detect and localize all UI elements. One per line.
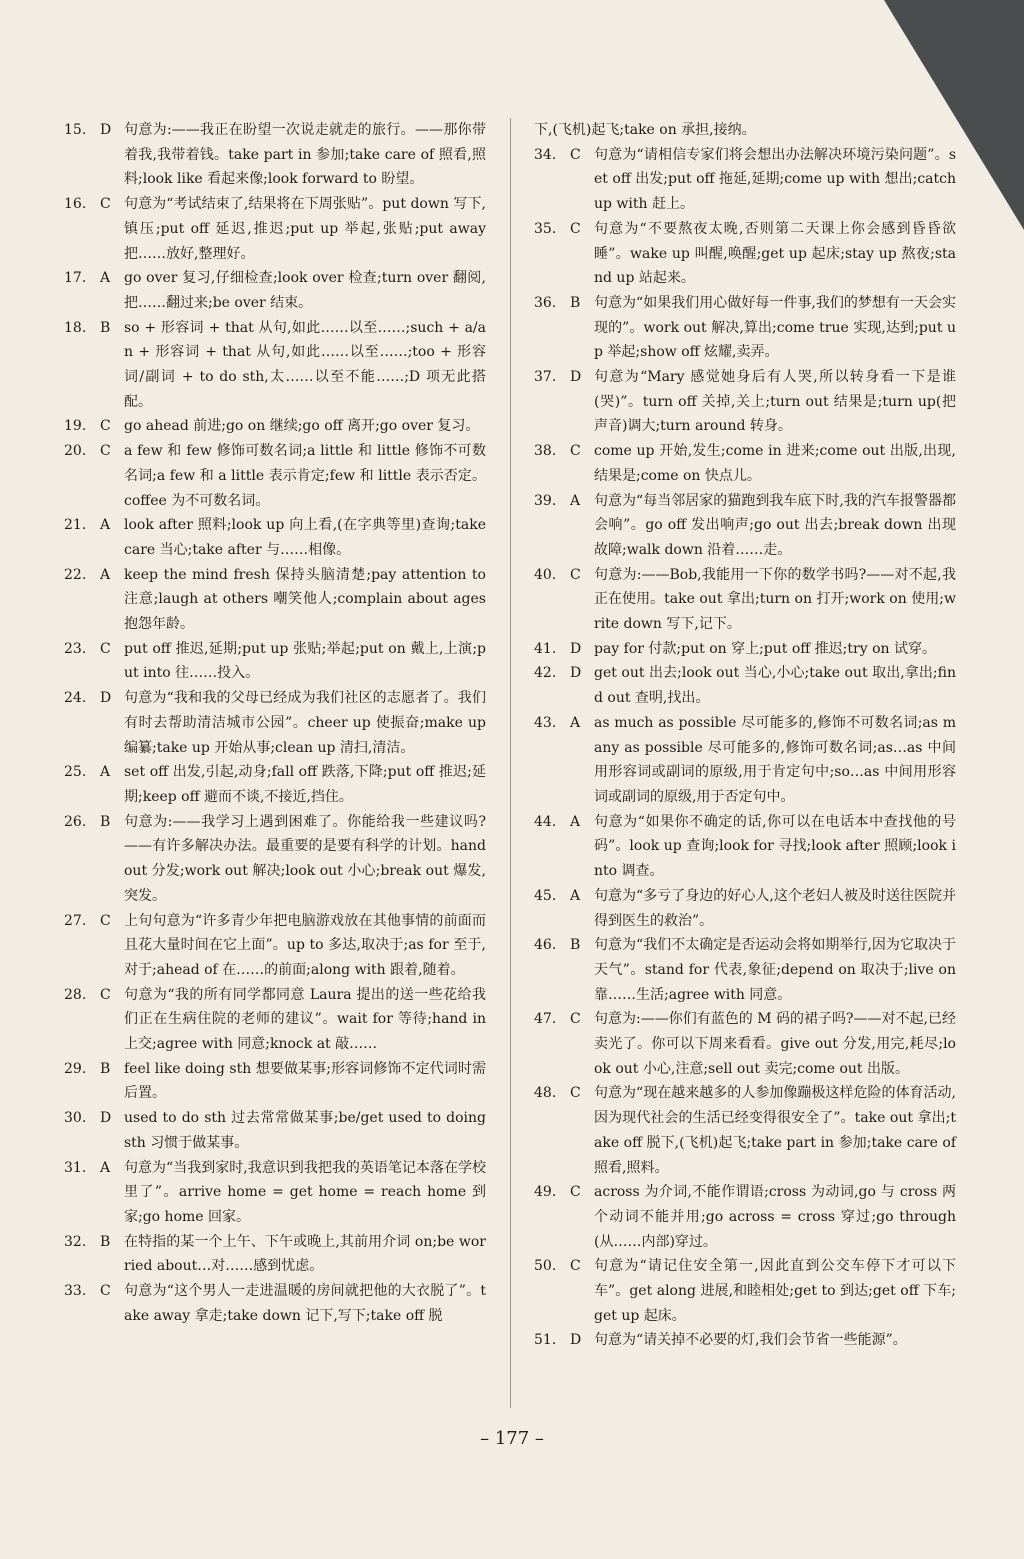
item-answer: B	[570, 294, 581, 311]
item-explanation: come up 开始,发生;come in 进来;come out 出版,出现,结果是;come on 快点儿。	[594, 443, 956, 484]
item-explanation: 句意为“多亏了身边的好心人,这个老妇人被及时送往医院并得到医生的救治”。	[594, 887, 956, 929]
item-answer: D	[100, 122, 112, 138]
item-number: 42.	[534, 665, 557, 682]
answer-item	[64, 1230, 486, 1279]
item-explanation: 句意为:——我正在盼望一次说走就走的旅行。——那你带着我,我带着钱。take part in 参加;take care of 照看,照料;look like 看起来像;look forward to 盼望。	[124, 122, 486, 188]
answer-item	[534, 1254, 956, 1328]
item-answer: D	[100, 690, 112, 707]
item-number: 38.	[534, 443, 557, 460]
answer-item	[64, 1057, 486, 1106]
item-number: 51.	[534, 1332, 557, 1349]
item-answer: C	[570, 146, 581, 163]
item-explanation: 句意为:——Bob,我能用一下你的数学书吗?——对不起,我正在使用。take out 拿出;turn on 打开;work on 使用;write down 写下,记下。	[594, 566, 956, 633]
answer-item	[534, 365, 956, 439]
item-answer: A	[570, 813, 581, 830]
item-number: 41.	[534, 640, 557, 657]
item-answer: C	[570, 1258, 581, 1275]
item-number: 20.	[64, 443, 87, 460]
item-number: 25.	[64, 764, 87, 781]
answer-item	[534, 489, 956, 563]
item-number: 32.	[64, 1233, 87, 1250]
item-number: 28.	[64, 986, 87, 1003]
item-number: 22.	[64, 566, 87, 583]
item-explanation: 句意为“如果我们用心做好每一件事,我们的梦想有一天会实现的”。work out 解决,算出;come true 实现,达到;put up 举起;show off 炫耀,卖弄。	[594, 294, 956, 361]
item-answer: D	[570, 640, 582, 657]
item-explanation: across 为介词,不能作谓语;cross 为动词,go 与 cross 两个动词不能并用;go across = cross 穿过;go through(从……内部)穿过。	[594, 1184, 956, 1250]
item-explanation: 句意为“我们不太确定是否运动会将如期举行,因为它取决于天气”。stand for 代表,象征;depend on 取决于;live on 靠……生活;agree with 同意。	[594, 937, 956, 1003]
item-explanation: get out 出去;look out 当心,小心;take out 取出,拿出;find out 查明,找出。	[594, 665, 956, 707]
item-number: 18.	[64, 319, 87, 336]
item-explanation: put off 推迟,延期;put up 张贴;举起;put on 戴上,上演;put into 往……投入。	[124, 640, 486, 682]
item-number: 19.	[64, 418, 87, 435]
answer-item	[534, 1328, 956, 1353]
answer-page	[64, 118, 956, 1418]
answer-item	[534, 661, 956, 710]
continued-text: 下,(飞机)起飞;take on 承担,接纳。	[534, 122, 756, 138]
answer-item	[534, 711, 956, 810]
item-explanation: 句意为“我的所有同学都同意 Laura 提出的送一些花给我们正在生病住院的老师的建议”。wait for 等待;hand in 上交;agree with 同意;knock at 敲……	[124, 986, 486, 1053]
item-number: 36.	[534, 294, 557, 311]
item-explanation: 句意为“当我到家时,我意识到我把我的英语笔记本落在学校里了”。arrive home = get home = reach home 到家;go home 回家。	[124, 1159, 486, 1225]
item-explanation: a few 和 few 修饰可数名词;a little 和 little 修饰不可数名词;a few 和 a little 表示肯定;few 和 little 表示否定。coffee 为不可数名词。	[124, 443, 486, 509]
item-answer: C	[100, 912, 111, 929]
left-column	[64, 118, 486, 1328]
item-number: 39.	[534, 492, 557, 509]
item-answer: B	[100, 1060, 111, 1077]
item-number: 43.	[534, 714, 557, 731]
answer-item	[64, 1279, 486, 1328]
answer-item	[64, 266, 486, 315]
item-answer: B	[100, 319, 111, 336]
item-explanation: set off 出发,引起,动身;fall off 跌落,下降;put off 推迟;延期;keep off 避而不谈,不接近,挡住。	[124, 764, 486, 805]
item-answer: D	[100, 1110, 112, 1127]
answer-item	[64, 316, 486, 415]
item-number: 47.	[534, 1011, 557, 1028]
item-explanation: 句意为:——我学习上遇到困难了。你能给我一些建议吗?——有许多解决办法。最重要的是要有科学的计划。hand out 分发;work out 解决;look out 小心;break out 爆发,突发。	[124, 813, 486, 904]
item-explanation: 句意为“请相信专家们将会想出办法解决环境污染问题”。set off 出发;put off 拖延,延期;come up with 想出;catch up with 赶上。	[594, 146, 956, 213]
answer-item	[64, 637, 486, 686]
answer-item	[64, 1106, 486, 1155]
item-number: 26.	[64, 813, 87, 830]
item-answer: C	[570, 1011, 581, 1028]
item-answer: C	[570, 220, 581, 237]
item-number: 33.	[64, 1283, 87, 1300]
item-explanation: 句意为:——你们有蓝色的 M 码的裙子吗?——对不起,已经卖光了。你可以下周来看看。give out 分发,用完,耗尽;look out 小心,注意;sell out 卖完;come out 出版。	[594, 1011, 956, 1077]
answer-item	[64, 118, 486, 192]
answer-item	[534, 1081, 956, 1180]
item-number: 50.	[534, 1258, 557, 1275]
item-answer: C	[570, 566, 581, 583]
item-number: 40.	[534, 566, 557, 583]
item-number: 16.	[64, 196, 87, 213]
answer-item	[534, 637, 956, 662]
item-explanation: feel like doing sth 想要做某事;形容词修饰不定代词时需后置。	[124, 1060, 486, 1102]
right-column	[534, 118, 956, 1353]
answer-item	[534, 810, 956, 884]
item-number: 48.	[534, 1085, 557, 1102]
item-explanation: 在特指的某一个上午、下午或晚上,其前用介词 on;be worried about…对……感到忧虑。	[124, 1233, 486, 1275]
item-explanation: look after 照料;look up 向上看,(在字典等里)查询;take care 当心;take after 与……相像。	[124, 517, 486, 558]
answer-item	[64, 686, 486, 760]
answer-item	[64, 760, 486, 809]
item-number: 24.	[64, 690, 87, 707]
item-answer: A	[100, 270, 111, 287]
item-number: 46.	[534, 937, 557, 954]
item-explanation: 句意为“Mary 感觉她身后有人哭,所以转身看一下是谁(哭)”。turn off 关掉,关上;turn out 结果是;turn up(把声音)调大;turn around 转身。	[594, 369, 956, 435]
answer-item	[64, 810, 486, 909]
item-explanation: go over 复习,仔细检查;look over 检查;turn over 翻阅,把……翻过来;be over 结束。	[124, 270, 486, 311]
answer-item	[64, 563, 486, 637]
item-explanation: so + 形容词 + that 从句,如此……以至……;such + a/an + 形容词 + that 从句,如此……以至……;too + 形容词/副词 + to do sth,太……以至不能……;D 项无此搭配。	[124, 319, 486, 410]
item-explanation: 上句句意为“许多青少年把电脑游戏放在其他事情的前面而且花大量时间在它上面”。up to 多达,取决于;as for 至于,对于;ahead of 在……的前面;along with 跟着,随着。	[124, 912, 486, 978]
answer-item	[64, 1156, 486, 1230]
page-number: – 177 –	[480, 1428, 544, 1449]
item-number: 37.	[534, 369, 557, 386]
answer-item	[534, 439, 956, 488]
item-number: 21.	[64, 517, 87, 534]
answer-item	[64, 909, 486, 983]
item-explanation: 句意为“每当邻居家的猫跑到我车底下时,我的汽车报警器都会响”。go off 发出响声;go out 出去;break down 出现故障;walk down 沿着……走。	[594, 492, 956, 558]
item-answer: C	[570, 1184, 581, 1201]
item-explanation: 句意为“请关掉不必要的灯,我们会节省一些能源”。	[594, 1332, 907, 1349]
item-answer: C	[100, 986, 111, 1003]
item-answer: C	[570, 443, 581, 460]
item-answer: C	[100, 640, 111, 657]
item-explanation: keep the mind fresh 保持头脑清楚;pay attention to 注意;laugh at others 嘲笑他人;complain about ages 抱怨年龄。	[124, 566, 486, 633]
item-number: 31.	[64, 1159, 87, 1176]
item-explanation: 句意为“考试结束了,结果将在下周张贴”。put down 写下,镇压;put off 延迟,推迟;put up 举起,张贴;put away 把……放好,整理好。	[124, 196, 486, 262]
answer-item	[534, 1180, 956, 1254]
item-number: 34.	[534, 146, 557, 163]
answer-item	[64, 513, 486, 562]
item-number: 44.	[534, 813, 557, 830]
answer-item	[64, 983, 486, 1057]
item-answer: A	[100, 764, 111, 781]
answer-item	[534, 291, 956, 365]
item-explanation: 句意为“请记住安全第一,因此直到公交车停下才可以下车”。get along 进展,和睦相处;get to 到达;get off 下车;get up 起床。	[594, 1258, 956, 1324]
answer-item	[64, 192, 486, 266]
item-answer: C	[100, 443, 111, 460]
item-number: 17.	[64, 270, 87, 287]
item-number: 45.	[534, 887, 557, 904]
item-answer: B	[570, 937, 581, 954]
answer-item	[534, 933, 956, 1007]
answer-item	[64, 414, 486, 439]
item-explanation: go ahead 前进;go on 继续;go off 离开;go over 复习。	[124, 418, 480, 435]
item-answer: A	[570, 714, 581, 731]
answer-item	[534, 217, 956, 291]
item-number: 15.	[64, 122, 87, 138]
item-answer: C	[100, 196, 111, 213]
item-explanation: 句意为“这个男人一走进温暖的房间就把他的大衣脱了”。take away 拿走;take down 记下,写下;take off 脱	[124, 1283, 486, 1324]
item-number: 49.	[534, 1184, 557, 1201]
item-answer: B	[100, 813, 111, 830]
item-explanation: as much as possible 尽可能多的,修饰不可数名词;as many as possible 尽可能多的,修饰可数名词;as…as 中间用形容词或副词的原级,用于肯定句中;so…as 中间用形容词或副词的原级,用于否定句中。	[594, 714, 956, 805]
answer-item	[64, 439, 486, 513]
item-number: 23.	[64, 640, 87, 657]
answer-item	[534, 563, 956, 637]
item-answer: A	[100, 517, 111, 534]
answer-item	[534, 884, 956, 933]
item-answer: A	[570, 887, 581, 904]
item-answer: D	[570, 1332, 582, 1349]
answer-item	[534, 143, 956, 217]
item-answer: B	[100, 1233, 111, 1250]
item-answer: A	[100, 566, 111, 583]
item-explanation: 句意为“我和我的父母已经成为我们社区的志愿者了。我们有时去帮助清洁城市公园”。cheer up 使振奋;make up 编纂;take up 开始从事;clean up 清扫,清洁。	[124, 690, 486, 756]
column-divider	[510, 118, 511, 1408]
item-answer: D	[570, 665, 582, 682]
item-number: 35.	[534, 220, 557, 237]
item-answer: C	[570, 1085, 581, 1102]
item-explanation: 句意为“现在越来越多的人参加像蹦极这样危险的体育活动,因为现代社会的生活已经变得很安全了”。take out 拿出;take off 脱下,(飞机)起飞;take part in 参加;take care of 照看,照料。	[594, 1085, 956, 1176]
item-explanation: 句意为“如果你不确定的话,你可以在电话本中查找他的号码”。look up 查询;look for 寻找;look after 照顾;look into 调查。	[594, 813, 956, 880]
item-answer: A	[100, 1159, 111, 1176]
item-explanation: 句意为“不要熬夜太晚,否则第二天课上你会感到昏昏欲睡”。wake up 叫醒,唤醒;get up 起床;stay up 熬夜;stand up 站起来。	[594, 220, 956, 287]
item-number: 27.	[64, 912, 87, 929]
item-answer: C	[100, 1283, 111, 1300]
item-answer: A	[570, 492, 581, 509]
item-number: 30.	[64, 1110, 87, 1127]
item-explanation: used to do sth 过去常常做某事;be/get used to doing sth 习惯于做某事。	[124, 1110, 486, 1151]
item-explanation: pay for 付款;put on 穿上;put off 推迟;try on 试穿。	[594, 640, 936, 657]
answer-item	[534, 1007, 956, 1081]
item-answer: D	[570, 369, 582, 386]
item-number: 29.	[64, 1060, 87, 1077]
item-answer: C	[100, 418, 111, 435]
